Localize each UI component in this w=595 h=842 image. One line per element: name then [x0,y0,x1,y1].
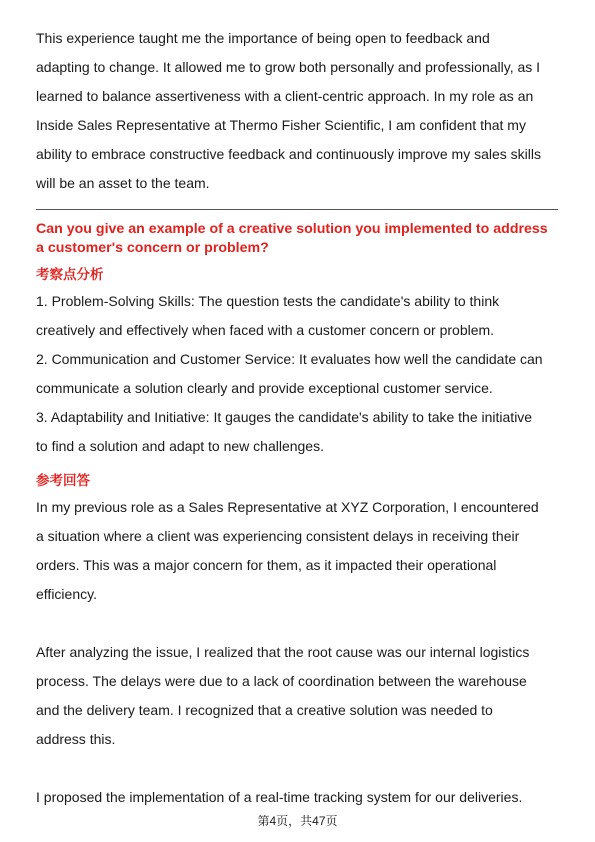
paragraph-spacer [36,609,558,638]
text-line: This experience taught me the importance of being open to feedback and [36,30,490,46]
text-line: After analyzing the issue, I realized that the root cause was our internal logistics [36,644,530,660]
text-line: Inside Sales Representative at Thermo Fisher Scientific, I am confident that my [36,117,526,133]
document-page [36,24,558,812]
intro-paragraph [36,24,558,198]
answer-paragraph-2 [36,638,558,754]
text-line: process. The delays were due to a lack of coordination between the warehouse [36,673,527,689]
text-line: orders. This was a major concern for them, as it impacted their operational [36,557,497,573]
text-line: 1. Problem-Solving Skills: The question tests the candidate's ability to think [36,293,500,309]
answer-paragraph-3 [36,783,558,812]
text-line: ability to embrace constructive feedback and continuously improve my sales skills [36,146,542,162]
text-line: a situation where a client was experiencing consistent delays in receiving their [36,528,520,544]
text-line: will be an asset to the team. [36,175,210,191]
section-divider [36,209,558,210]
text-line: and the delivery team. I recognized that a creative solution was needed to [36,702,493,718]
analysis-list [36,287,558,461]
text-line: efficiency. [36,586,97,602]
text-line: 3. Adaptability and Initiative: It gauges the candidate's ability to take the initiative [36,409,533,425]
text-line: to find a solution and adapt to new challenges. [36,438,324,454]
text-line: learned to balance assertiveness with a client-centric approach. In my role as an [36,88,534,104]
analysis-label: 考察点分析 [36,267,104,282]
text-line: communicate a solution clearly and provide exceptional customer service. [36,380,493,396]
paragraph-spacer [36,754,558,783]
text-line: address this. [36,731,116,747]
text-line: 2. Communication and Customer Service: It evaluates how well the candidate can [36,351,543,367]
text-line: creatively and effectively when faced with a customer concern or problem. [36,322,495,338]
question-line: a customer's concern or problem? [36,240,269,256]
text-line: adapting to change. It allowed me to grow both personally and professionally, as I [36,59,541,75]
question-line: Can you give an example of a creative solution you implemented to address [36,221,548,237]
answer-paragraph-1 [36,493,558,609]
text-line: I proposed the implementation of a real-time tracking system for our deliveries. [36,789,523,805]
page-number-footer: 第4页，共47页 [257,814,338,828]
text-line: In my previous role as a Sales Representative at XYZ Corporation, I encountered [36,499,539,515]
question-heading [36,220,558,258]
answer-label: 参考回答 [36,473,90,488]
